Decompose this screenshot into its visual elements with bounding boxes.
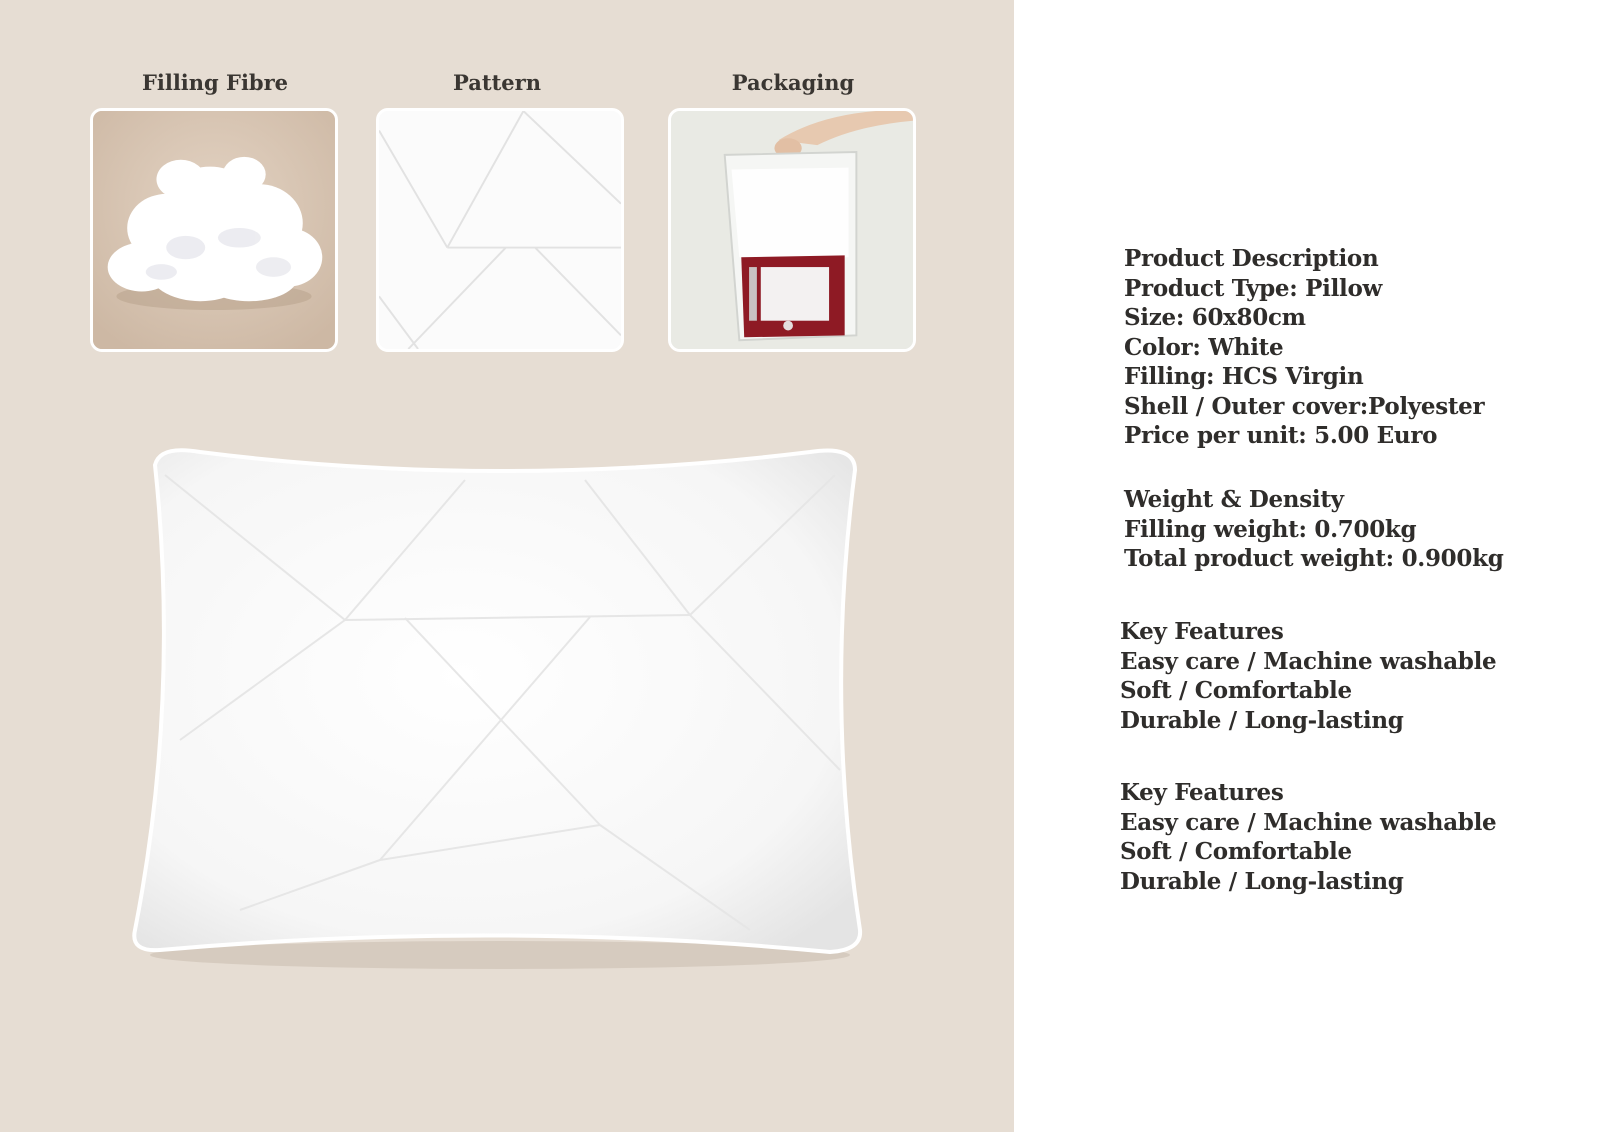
feature-line: Durable / Long-lasting — [1120, 706, 1404, 734]
weight-density-heading: Weight & Density — [1124, 486, 1344, 513]
fibre-cluster-graphic — [93, 111, 335, 349]
product-description-heading: Product Description — [1124, 245, 1379, 272]
key-features-heading: Key Features — [1120, 618, 1284, 645]
key-features-heading: Key Features — [1120, 779, 1284, 806]
key-features-section-1 — [1120, 617, 1580, 735]
packaging-image — [668, 108, 916, 352]
filling-fibre-image — [90, 108, 338, 352]
thumb-label-filling-fibre: Filling Fibre — [141, 70, 289, 95]
size-line: Size: 60x80cm — [1124, 304, 1306, 331]
packaging-bag-graphic — [671, 111, 913, 349]
price-line: Price per unit: 5.00 Euro — [1124, 422, 1438, 449]
feature-line: Soft / Comfortable — [1120, 677, 1352, 704]
weight-density-section — [1124, 485, 1584, 574]
thumb-label-pattern: Pattern — [453, 70, 541, 95]
feature-line: Easy care / Machine washable — [1120, 647, 1497, 675]
pattern-image — [376, 108, 624, 352]
thumb-label-packaging: Packaging — [731, 70, 855, 95]
color-line: Color: White — [1124, 333, 1284, 361]
feature-line: Easy care / Machine washable — [1120, 808, 1497, 836]
total-weight-line: Total product weight: 0.900kg — [1124, 545, 1504, 572]
product-type-line: Product Type: Pillow — [1124, 274, 1383, 302]
quilted-pattern-graphic — [379, 111, 621, 349]
filling-line: Filling: HCS Virgin — [1124, 363, 1364, 390]
shell-line: Shell / Outer cover:Polyester — [1124, 392, 1485, 420]
key-features-section-2 — [1120, 778, 1580, 896]
filling-weight-line: Filling weight: 0.700kg — [1124, 515, 1417, 543]
main-pillow-image — [120, 440, 900, 980]
feature-line: Soft / Comfortable — [1120, 838, 1352, 865]
feature-line: Durable / Long-lasting — [1120, 867, 1404, 895]
product-description-section — [1124, 244, 1584, 451]
quilted-pillow-graphic — [120, 440, 900, 980]
